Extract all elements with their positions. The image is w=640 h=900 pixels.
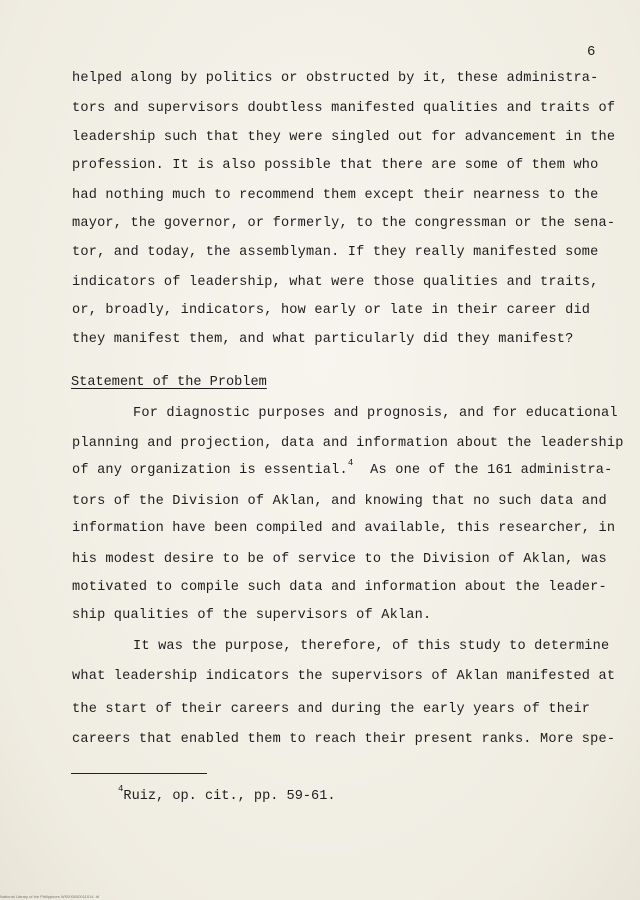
body-line: careers that enabled them to reach their present ranks. More spe- [72,732,616,747]
body-line: his modest desire to be of service to the Division of Aklan, was [72,552,607,567]
body-line: For diagnostic purposes and prognosis, and for educational [133,406,618,421]
body-line: motivated to compile such data and information about the leader- [72,580,607,595]
body-line: leadership such that they were singled out for advancement in the [72,130,616,145]
body-line: ship qualities of the supervisors of Aklan. [72,608,432,623]
body-text: of any organization is essential. [72,463,348,478]
footnote-text: Ruiz, op. cit., pp. 59-61. [123,789,336,804]
body-line: information have been compiled and available, this researcher, in [72,521,616,536]
body-line [72,458,613,478]
body-line: profession. It is also possible that there are some of them who [72,158,599,173]
body-line: had nothing much to recommend them except their nearness to the [72,188,599,203]
body-line: mayor, the governor, or formerly, to the congressman or the sena- [72,216,616,231]
body-line: tors and supervisors doubtless manifested qualities and traits of [72,101,616,116]
scan-footer: National Library of the Philippines WS000000011014 .tif [0,894,99,899]
body-line: what leadership indicators the supervisors of Aklan manifested at [72,669,616,684]
body-line: they manifest them, and what particularly did they manifest? [72,332,574,347]
body-line: the start of their careers and during the early years of their [72,702,591,717]
body-line: indicators of leadership, what were those qualities and traits, [72,275,599,290]
section-heading: Statement of the Problem [71,375,267,390]
footnote-divider [71,773,207,774]
footnote-reference: 4 [347,458,354,468]
page-number: 6 [587,44,596,60]
body-text: As one of the 161 administra- [370,463,613,478]
body-line: helped along by politics or obstructed by it, these administra- [72,71,599,86]
body-line: It was the purpose, therefore, of this study to determine [133,639,610,654]
body-line: planning and projection, data and information about the leadership [72,436,624,451]
footnote [118,784,336,804]
body-line: tors of the Division of Aklan, and knowing that no such data and [72,494,607,509]
body-line: or, broadly, indicators, how early or late in their career did [72,303,591,318]
body-line: tor, and today, the assemblyman. If they really manifested some [72,245,599,260]
footnote-marker: 4 [118,784,124,794]
